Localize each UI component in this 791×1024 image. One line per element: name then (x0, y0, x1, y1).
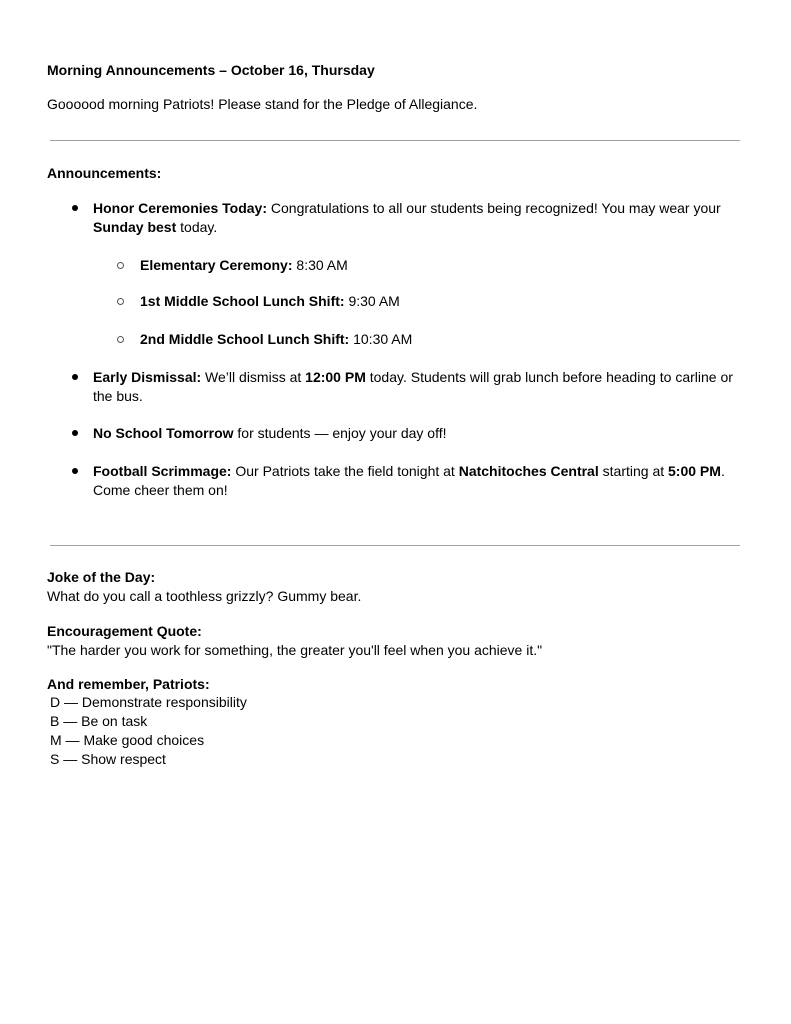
circle-bullet-icon (117, 262, 124, 269)
sub-item: 2nd Middle School Lunch Shift: 10:30 AM (140, 331, 413, 347)
early-dismissal-item-cont: the bus. (93, 388, 143, 404)
no-school-item: No School Tomorrow for students — enjoy your day off! (93, 425, 447, 441)
remember-item: D — Demonstrate responsibility (50, 694, 247, 710)
remember-item: B — Be on task (50, 713, 148, 729)
circle-bullet-icon (117, 336, 124, 343)
remember-heading: And remember, Patriots: (47, 676, 210, 692)
quote-heading: Encouragement Quote: (47, 623, 202, 639)
honor-ceremonies-item-cont: Sunday best today. (93, 219, 218, 235)
remember-item: S — Show respect (50, 751, 166, 767)
bullet-icon (72, 205, 78, 211)
bullet-icon (72, 430, 78, 436)
early-dismissal-item: Early Dismissal: We’ll dismiss at 12:00 PM today. Students will grab lunch before heading to carline or (93, 369, 733, 385)
divider (50, 545, 740, 546)
quote-text: "The harder you work for something, the greater you'll feel when you achieve it." (47, 642, 543, 658)
announcements-heading: Announcements: (47, 165, 162, 181)
divider (50, 140, 740, 141)
football-item: Football Scrimmage: Our Patriots take the field tonight at Natchitoches Central starting at 5:00 PM. (93, 463, 725, 479)
remember-item: M — Make good choices (50, 732, 205, 748)
bullet-icon (72, 374, 78, 380)
circle-bullet-icon (117, 298, 124, 305)
greeting: Goooood morning Patriots! Please stand for the Pledge of Allegiance. (47, 96, 478, 112)
bullet-icon (72, 468, 78, 474)
joke-text: What do you call a toothless grizzly? Gummy bear. (47, 588, 362, 604)
sub-item: Elementary Ceremony: 8:30 AM (140, 257, 348, 273)
page-title: Morning Announcements – October 16, Thursday (47, 62, 375, 78)
joke-heading: Joke of the Day: (47, 569, 156, 585)
football-item-cont: Come cheer them on! (93, 482, 228, 498)
honor-ceremonies-item: Honor Ceremonies Today: Congratulations to all our students being recognized! You may wear your (93, 200, 721, 216)
sub-item: 1st Middle School Lunch Shift: 9:30 AM (140, 293, 400, 309)
